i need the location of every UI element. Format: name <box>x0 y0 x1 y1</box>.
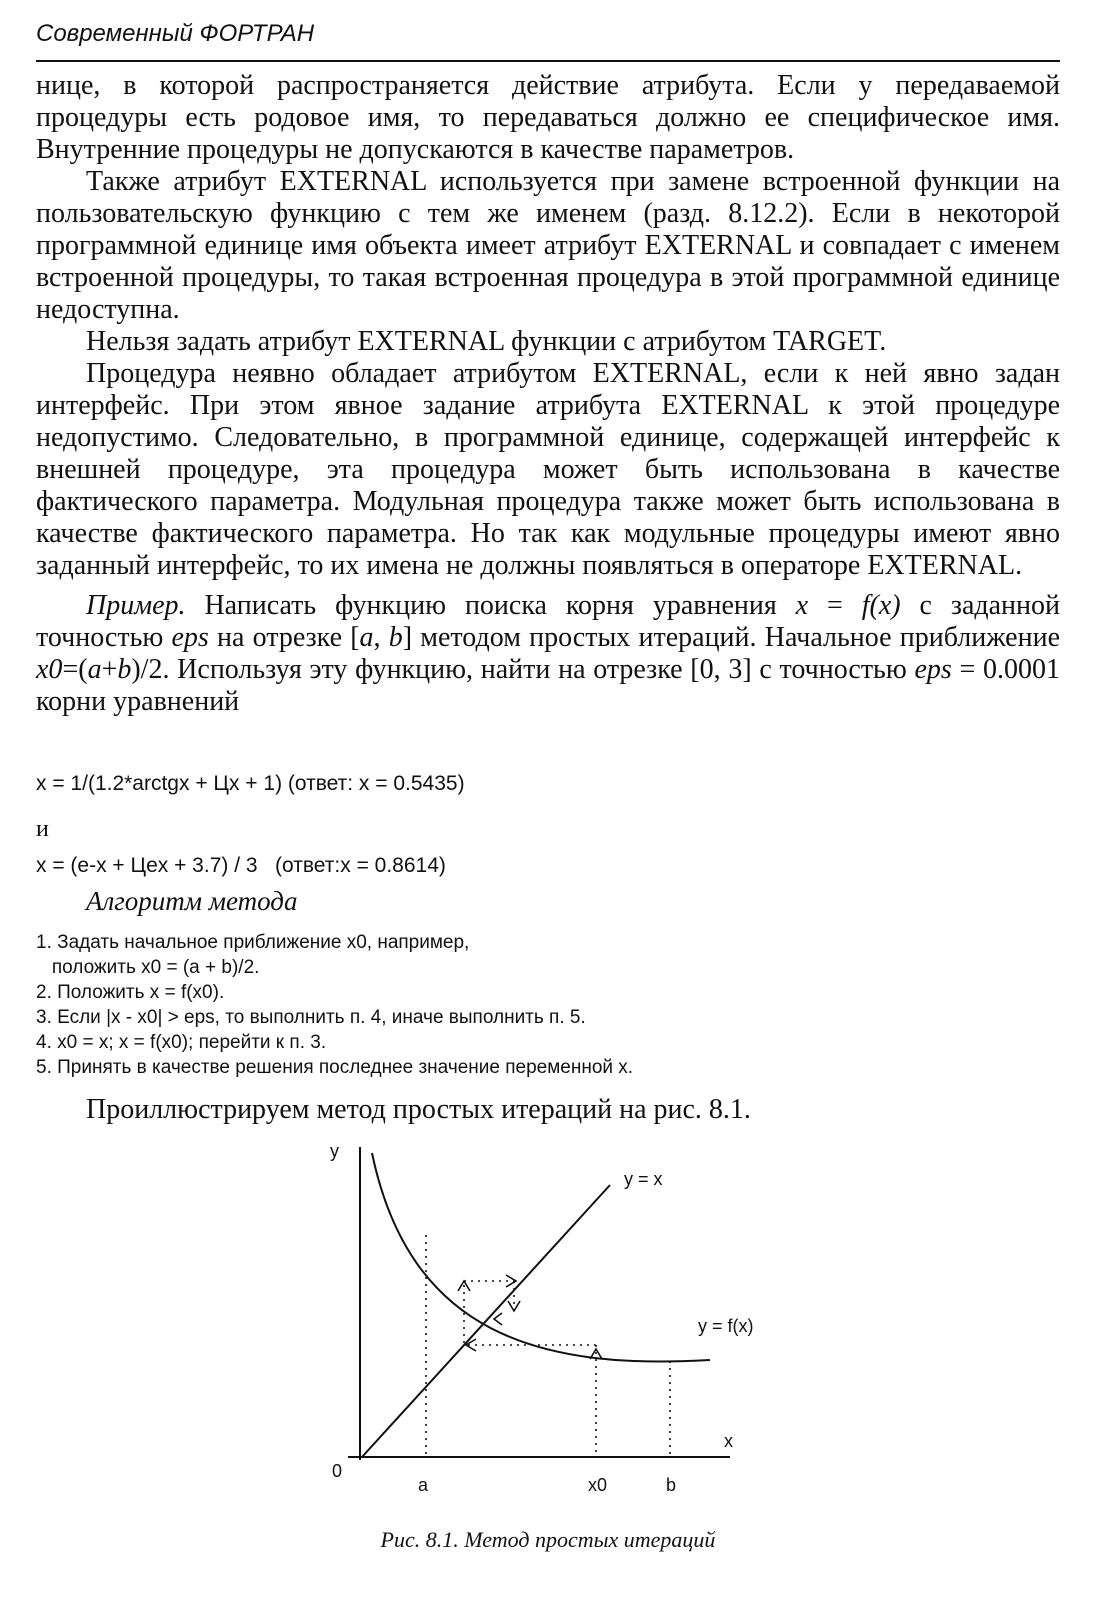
page-header <box>36 18 1060 62</box>
y-axis-label: y <box>330 1141 339 1161</box>
equation-1: x = 1/(1.2*arctgx + Цx + 1) (ответ: x = 0.5435) <box>36 772 465 795</box>
origin-label: 0 <box>332 1461 343 1481</box>
tick-label-x0: x0 <box>588 1475 608 1495</box>
step-line: 5. Принять в качестве решения последнее значение переменной x. <box>36 1057 634 1078</box>
body-text <box>36 70 1060 718</box>
arrow-left-small <box>494 1313 502 1325</box>
x-axis-label: x <box>724 1431 733 1451</box>
example-label: Пример. <box>86 590 186 621</box>
algorithm-steps <box>36 930 633 1080</box>
tick-label-b: b <box>666 1475 677 1495</box>
step-line: 4. x0 = x; x = f(x0); перейти к п. 3. <box>36 1032 327 1053</box>
step-line: 1. Задать начальное приближение x0, например, <box>36 932 470 953</box>
conjunction: и <box>36 816 49 842</box>
iteration-diagram <box>300 1135 820 1515</box>
step-line: 2. Положить x = f(x0). <box>36 982 225 1003</box>
paragraph: Также атрибут EXTERNAL используется при замене встроенной функции на пользовательскую функцию с тем же именем (разд. 8.12.2). Если в некоторой программной единице имя объекта имеет атрибут EXTERNAL и совпадает с именем встроенной процедуры, то такая встроенная процедура в этой программной единице недоступна. <box>36 166 1060 325</box>
figure-intro: Проиллюстрируем метод простых итераций на рис. 8.1. <box>86 1094 751 1125</box>
step-line: положить x0 = (a + b)/2. <box>36 957 260 978</box>
curve-label: y = f(x) <box>698 1316 754 1336</box>
paragraph: нице, в которой распространяется действие атрибута. Если у передаваемой процедуры есть родовое имя, то передаваться должно ее специфическое имя. Внутренние процедуры не допускаются в качестве параметров. <box>36 70 1060 165</box>
figure-caption: Рис. 8.1. Метод простых итераций <box>380 1527 716 1552</box>
example-paragraph: Пример. Написать функцию поиска корня уравнения x = f(x) с заданной точностью eps на отрезке [a, b] методом простых итераций. Начальное приближение x0=(a+b)/2. Используя эту функцию, найти на отрезке [0, 3] с точностью eps = 0.0001 корни уравнений <box>36 590 1060 717</box>
figure-8-1 <box>300 1135 820 1515</box>
line-y-equals-x <box>362 1185 610 1457</box>
paragraph: Нельзя задать атрибут EXTERNAL функции с атрибутом TARGET. <box>86 326 887 357</box>
step-line: 3. Если |x - x0| > eps, то выполнить п. 4, иначе выполнить п. 5. <box>36 1007 586 1028</box>
line-label: y = x <box>624 1169 663 1189</box>
paragraph: Процедура неявно обладает атрибутом EXTERNAL, если к ней явно задан интерфейс. При этом явное задание атрибута EXTERNAL к этой процедуре недопустимо. Следовательно, в программной единице, содержащей интерфейс к внешней процедуре, эта процедура может быть использована в качестве фактического параметра. Модульная процедура также может быть использована в качестве фактического параметра. Но так как модульные процедуры имеют явно заданный интерфейс, то их имена не должны появляться в операторе EXTERNAL. <box>36 358 1060 581</box>
running-title: Современный ФОРТРАН <box>36 20 315 47</box>
equation-2: x = (e-x + Цex + 3.7) / 3 (ответ:x = 0.8614) <box>36 854 446 877</box>
tick-label-a: a <box>418 1475 429 1495</box>
algorithm-title: Алгоритм метода <box>86 886 298 916</box>
